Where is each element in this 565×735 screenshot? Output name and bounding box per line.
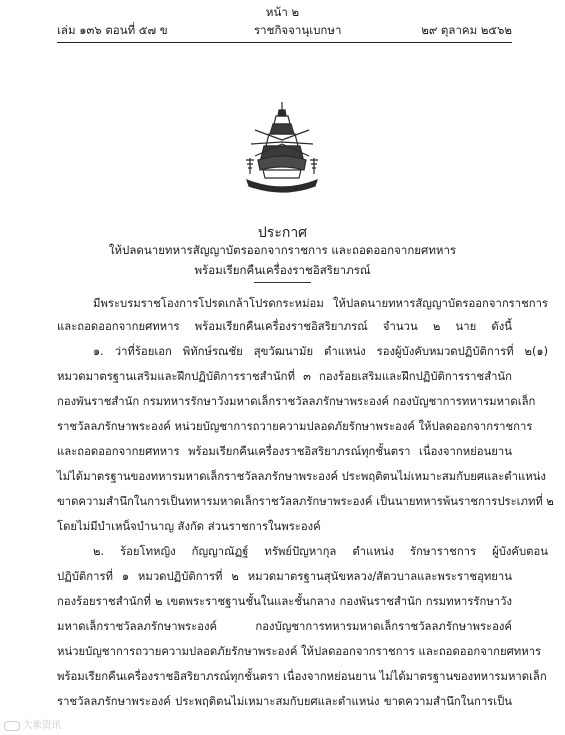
document-subtitle-line1: ให้ปลดนายทหารสัญญาบัตรออกจากราชการ และถอดออกจากยศทหาร xyxy=(108,243,457,257)
body-line: กองพันราชสำนัก กรมทหารรักษาวังมหาดเล็กราชวัลลภรักษาพระองค์ กองบัญชาการทหารมหาดเล็ก xyxy=(57,395,536,408)
body-line: พร้อมเรียกคืนเครื่องราชอิสริยาภรณ์ทุกชั้นตรา เนื่องจากหย่อนยาน ไม่ได้มาตรฐานของทหารมหาดเล็ก xyxy=(57,670,547,683)
body-line: ๒. ร้อยโทหญิง กัญญาณัฏฐ์ ทรัพย์ปัญหากุล ตำแหน่ง รักษาราชการ ผู้บังคับตอน xyxy=(93,545,548,558)
page-number: หน้า ๒ xyxy=(265,5,300,19)
publication-name: ราชกิจจานุเบกษา xyxy=(254,23,342,37)
body-line: โดยไม่มีบำเหน็จบำนาญ สังกัด ส่วนราชการในพระองค์ xyxy=(57,520,321,533)
body-line: มีพระบรมราชโองการโปรดเกล้าโปรดกระหม่อม ให้ปลดนายทหารสัญญาบัตรออกจากราชการ xyxy=(93,297,548,310)
body-line: และถอดออกจากยศทหาร พร้อมเรียกคืนเครื่องราชอิสริยาภรณ์ จำนวน ๒ นาย ดังนี้ xyxy=(57,320,512,333)
body-line: และถอดออกจากยศทหาร พร้อมเรียกคืนเครื่องราชอิสริยาภรณ์ทุกชั้นตรา เนื่องจากหย่อนยาน xyxy=(57,445,512,458)
body-line: ขาดความสำนึกในการเป็นทหารมหาดเล็กราชวัลลภรักษาพระองค์ เป็นนายทหารพ้นราชการประเภทที่ ๒ xyxy=(57,495,554,508)
body-line: หน่วยบัญชาการถวายความปลอดภัยรักษาพระองค์ ให้ปลดออกจากราชการ และถอดออกจากยศทหาร xyxy=(57,645,542,658)
document-body xyxy=(57,0,554,735)
document-subtitle-line2: พร้อมเรียกคืนเครื่องราชอิสริยาภรณ์ xyxy=(194,263,371,277)
body-line: ราชวัลลภรักษาพระองค์ ประพฤติตนไม่เหมาะสมกับยศและตำแหน่ง ขาดความสำนึกในการเป็น xyxy=(57,695,512,708)
watermark-text: 大象资讯 xyxy=(23,720,62,731)
body-line: หมวดมาตรฐานเสริมและฝึกปฏิบัติการราชสำนักที่ ๓ กองร้อยเสริมและฝึกปฏิบัติการราชสำนัก xyxy=(57,370,512,383)
watermark-logo-icon xyxy=(4,721,20,731)
body-line: ปฏิบัติการที่ ๑ หมวดปฏิบัติการที่ ๒ หมวดมาตรฐานสุนัขหลวง/สัตวบาลและพระราชอุทยาน xyxy=(57,570,512,583)
body-line: ๑. ว่าที่ร้อยเอก พิทักษ์รณชัย สุขวัฒนามัย ตำแหน่ง รองผู้บังคับหมวดปฏิบัติการที่ ๒(๑) xyxy=(93,345,548,358)
publication-date: ๒๙ ตุลาคม ๒๕๖๒ xyxy=(421,23,512,37)
document-title: ประกาศ xyxy=(257,225,308,241)
volume-issue: เล่ม ๑๓๖ ตอนที่ ๕๗ ข xyxy=(57,23,168,37)
body-line: ไม่ได้มาตรฐานของทหารมหาดเล็กราชวัลลภรักษาพระองค์ ประพฤติตนไม่เหมาะสมกับยศและตำแหน่ง xyxy=(57,470,546,483)
body-line: มหาดเล็กราชวัลลภรักษาพระองค์ กองบัญชาการทหารมหาดเล็กราชวัลลภรักษาพระองค์ xyxy=(57,620,512,633)
watermark xyxy=(4,717,61,731)
body-line: ราชวัลลภรักษาพระองค์ หน่วยบัญชาการถวายความปลอดภัยรักษาพระองค์ ให้ปลดออกจากราชการ xyxy=(57,420,533,433)
body-line: กองร้อยราชสำนักที่ ๒ เขตพระราชฐานชั้นในและชั้นกลาง กองพันราชสำนัก กรมทหารรักษาวัง xyxy=(57,595,512,608)
